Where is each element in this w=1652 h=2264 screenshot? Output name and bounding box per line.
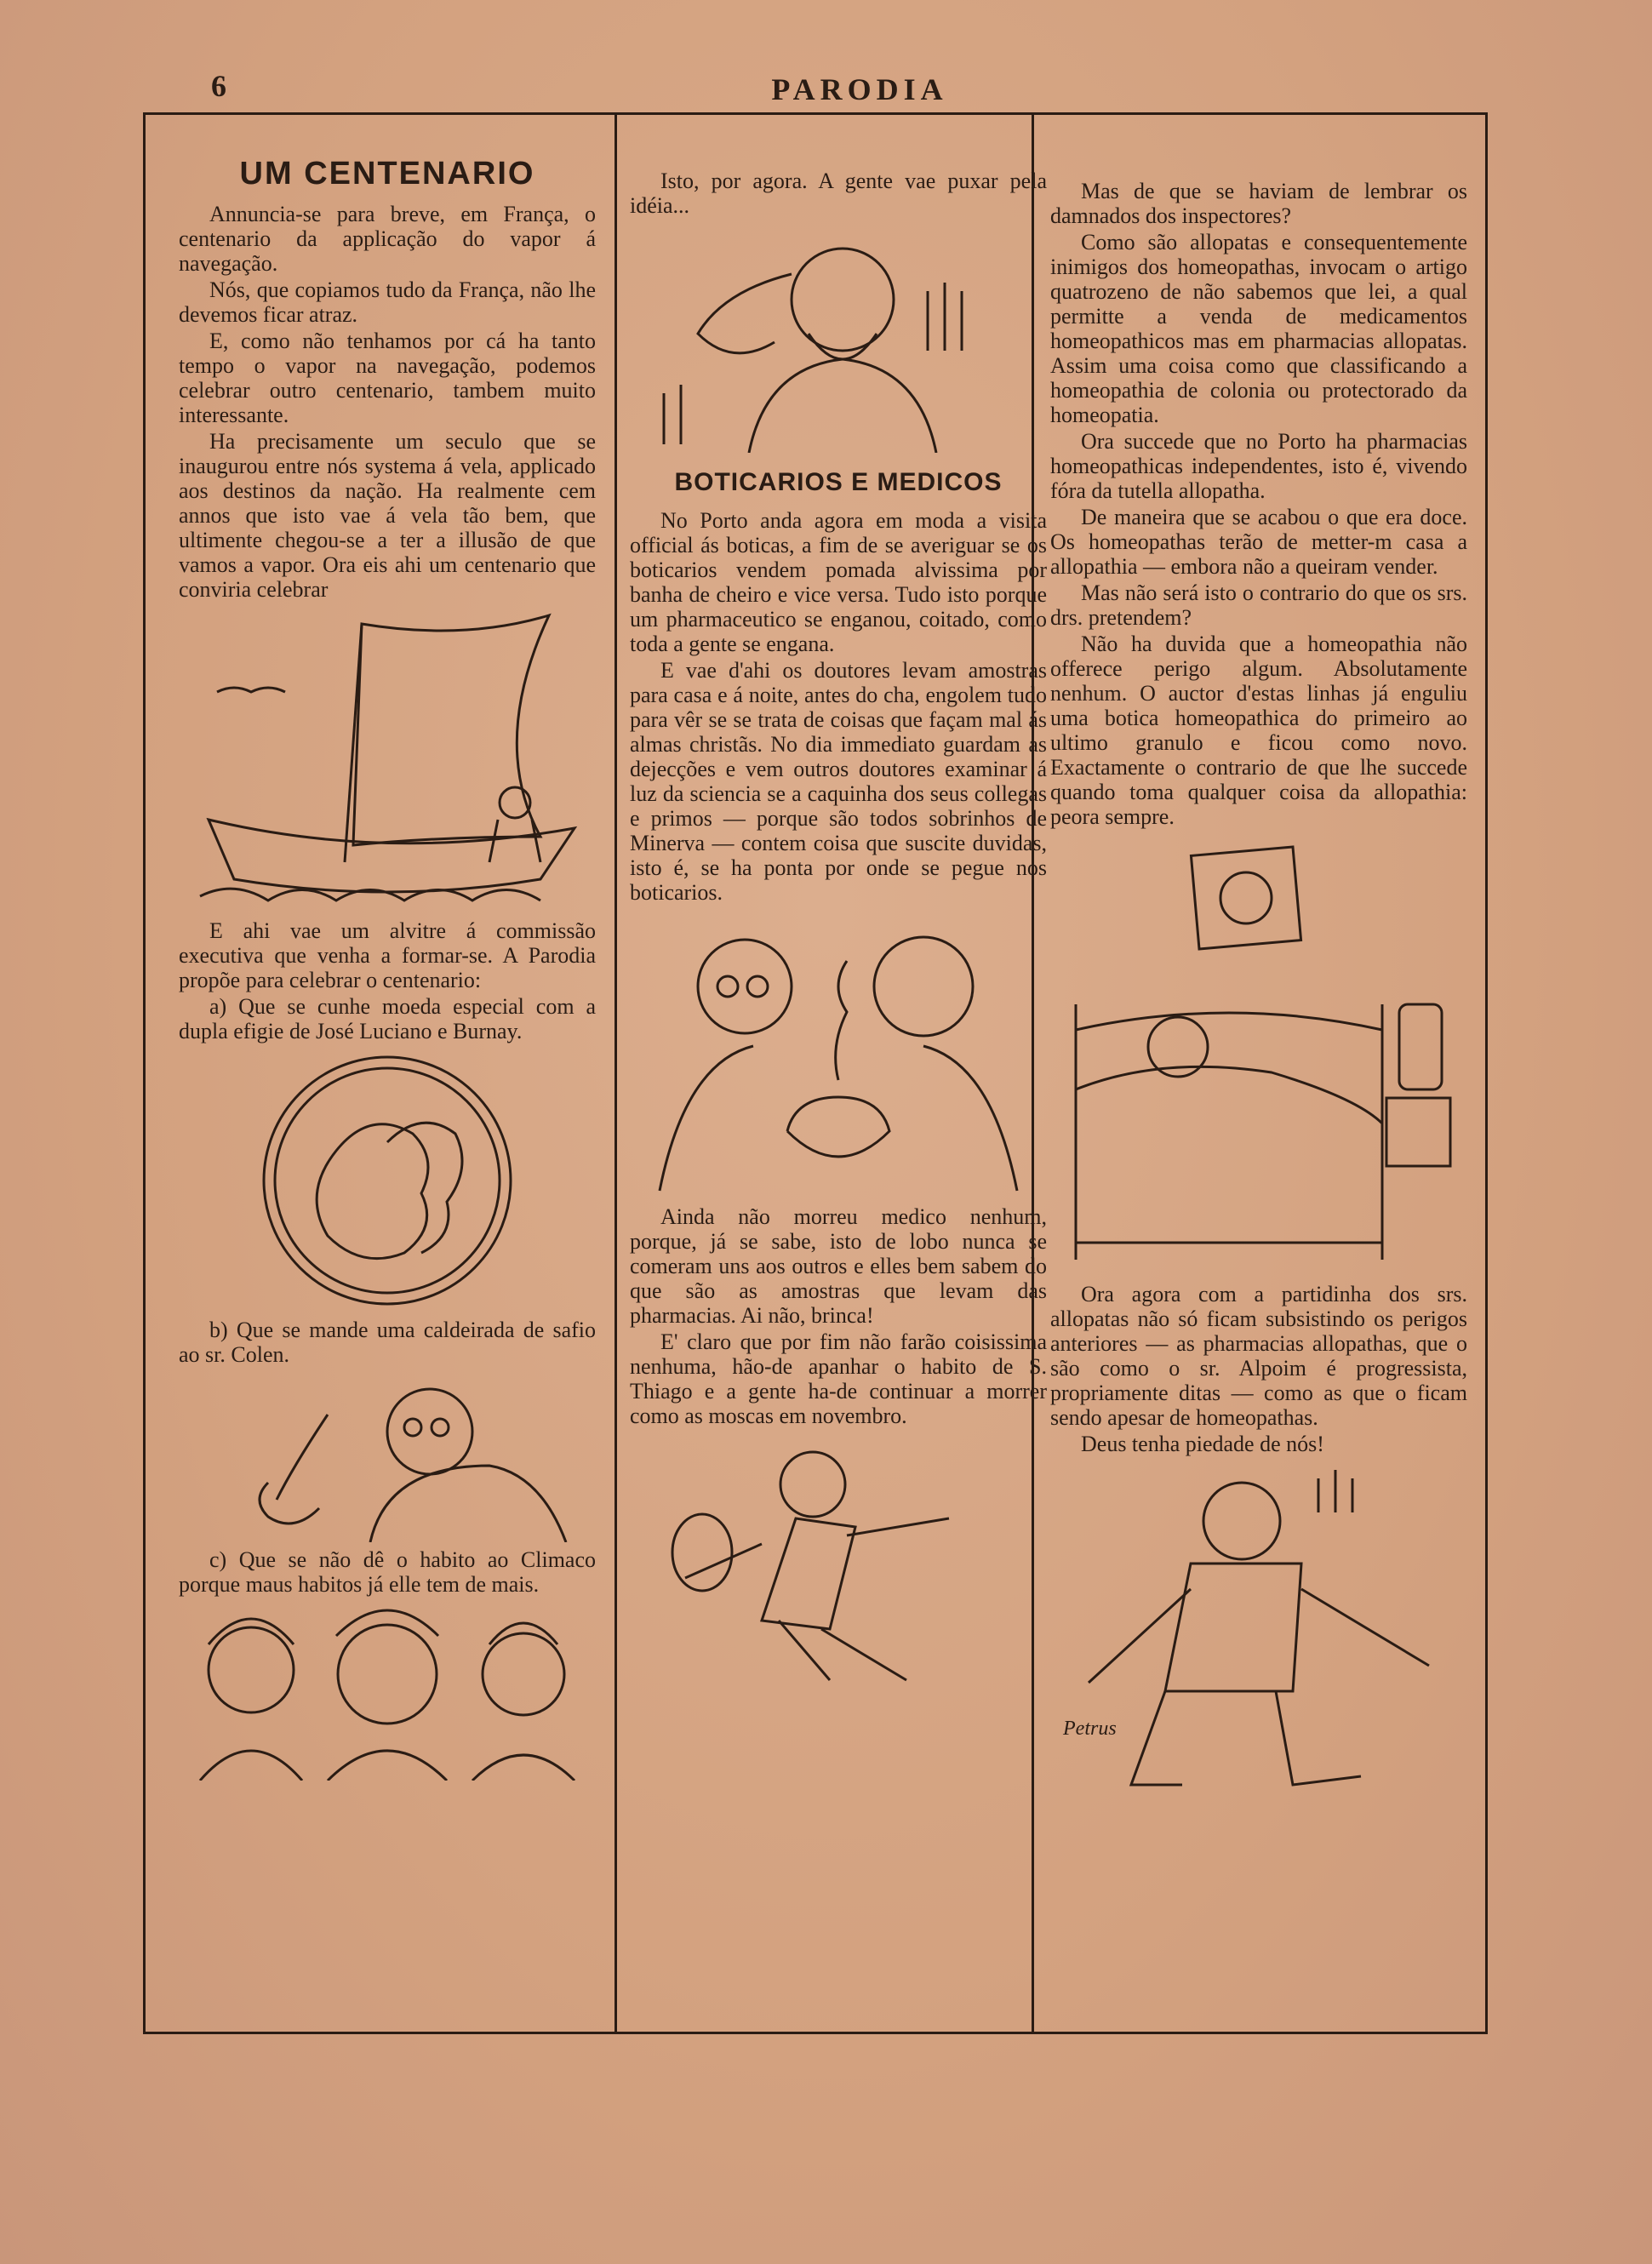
paragraph: Mas não será isto o contrario do que os srs. drs. pretendem?	[1050, 580, 1467, 630]
paragraph: Mas de que se haviam de lembrar os damnados dos inspectores?	[1050, 179, 1467, 228]
two-doctors-illustration	[634, 910, 1043, 1199]
paragraph: Nós, que copiamos tudo da França, não lhe devemos ficar atraz.	[179, 277, 596, 327]
paragraph: E, como não tenhamos por cá ha tanto tempo o vapor na navegação, podemos celebrar outro centenario, tambem muito interessante.	[179, 329, 596, 427]
column-3	[1050, 128, 1467, 1824]
column-2	[630, 128, 1047, 1711]
three-heads-illustration	[183, 1602, 592, 1781]
artist-signature: Petrus	[1063, 1718, 1117, 1740]
paragraph: Ainda não morreu medico nenhum, porque, já se sabe, isto de lobo nunca se comeram uns aos outros e elles bem sabem do que são as amostras que levam das pharmacias. Ai não, brinca!	[630, 1204, 1047, 1328]
paragraph: E vae d'ahi os doutores levam amostras para casa e á noite, antes do cha, engolem tudo para vêr se se trata de coisas que façam mal ás almas christãs. No dia immediato guardam as dejecções e vem outros doutores examinar á luz da sciencia se a caquinha dos seus collegas e primos — porque são todos sobrinhos de Minerva — contem coisa que suscite duvidas, isto é, se ha ponta por onde se pegue nos boticarios.	[630, 658, 1047, 905]
paragraph: Deus tenha piedade de nós!	[1081, 1432, 1324, 1456]
masthead: PARODIA	[771, 72, 948, 106]
sailboat-illustration	[183, 607, 592, 913]
list-item-c: c) Que se não dê o habito ao Climaco porque maus habitos já elle tem de mais.	[179, 1547, 596, 1597]
kneeling-man-illustration	[1055, 1461, 1463, 1819]
paragraph: E ahi vae um alvitre á commissão executiva que venha a formar-se. A Parodia propõe para celebrar o centenario:	[179, 918, 596, 992]
paragraph: Annuncia-se para breve, em França, o centenario da applicação do vapor á navegação.	[179, 202, 596, 276]
paragraph: E' claro que por fim não farão coisissima nenhuma, hão-de apanhar o habito de S. Thiago e a gente ha-de continuar a morrer como as moscas em novembro.	[630, 1329, 1047, 1428]
list-item-b: b) Que se mande uma caldeirada de safio ao sr. Colen.	[179, 1318, 596, 1367]
paragraph: Não ha duvida que a homeopathia não offerece perigo algum. Absolutamente nenhum. O auctor d'estas linhas já enguliu uma botica homeopathica do primeiro ao ultimo granulo e ficou como novo. Exactamente o contrario de que lhe succede quando toma qualquer coisa da allopathia: peora sempre.	[1050, 632, 1467, 829]
thinking-man-illustration	[647, 223, 1030, 453]
article-headline: UM CENTENARIO	[239, 156, 535, 192]
colen-caricature	[200, 1372, 574, 1542]
paragraph: Isto, por agora. A gente vae puxar pela idéia...	[630, 169, 1047, 218]
paragraph: No Porto anda agora em moda a visita official ás boticas, a fim de se averiguar se os boticarios vendem pomada alvissima por banha de cheiro e vice versa. Tudo isto porque um pharmaceutico se enganou, coitado, como toda a gente se engana.	[630, 508, 1047, 656]
column-rule	[614, 114, 617, 2032]
paragraph: De maneira que se acabou o que era doce. Os homeopathas terão de metter-m casa a allopathia — embora não a queiram vender.	[1050, 505, 1467, 579]
paragraph: Ora agora com a partidinha dos srs. allopatas não só ficam subsistindo os perigos anteriores — as pharmacias allopathas, que o são como o sr. Alpoim é progressista, propriamente ditas — como as que o ficam sendo apesar de homeopathas.	[1050, 1282, 1467, 1430]
page-number: 6	[211, 69, 226, 103]
falling-man-illustration	[660, 1433, 1017, 1706]
list-item-a: a) Que se cunhe moeda especial com a dupla efigie de José Luciano e Burnay.	[179, 994, 596, 1043]
paragraph: Ora succede que no Porto ha pharmacias homeopathicas independentes, isto é, vivendo fóra da tutella allopatha.	[1050, 429, 1467, 503]
column-1	[179, 128, 596, 1786]
paragraph: Como são allopatas e consequentemente inimigos dos homeopathas, invocam o artigo quatrozeno de não sabemos que lei, a qual permitte a venda de medicamentos homeopathicos mas em pharmacias allopatas. Assim uma coisa como que classificando a homeopathia de colonia ou protectorado da homeopatia.	[1050, 230, 1467, 427]
man-in-bed-illustration	[1059, 834, 1459, 1277]
coin-illustration	[217, 1049, 557, 1312]
article-subhead: BOTICARIOS E MEDICOS	[674, 468, 1003, 496]
paragraph: Ha precisamente um seculo que se inaugurou entre nós systema á vela, applicado aos destinos da nação. Ha realmente cem annos que isto vae á vela tão bem, que ultimente chegou-se a ter a illusão de que vamos a vapor. Ora eis ahi um centenario que conviria celebrar	[179, 429, 596, 602]
